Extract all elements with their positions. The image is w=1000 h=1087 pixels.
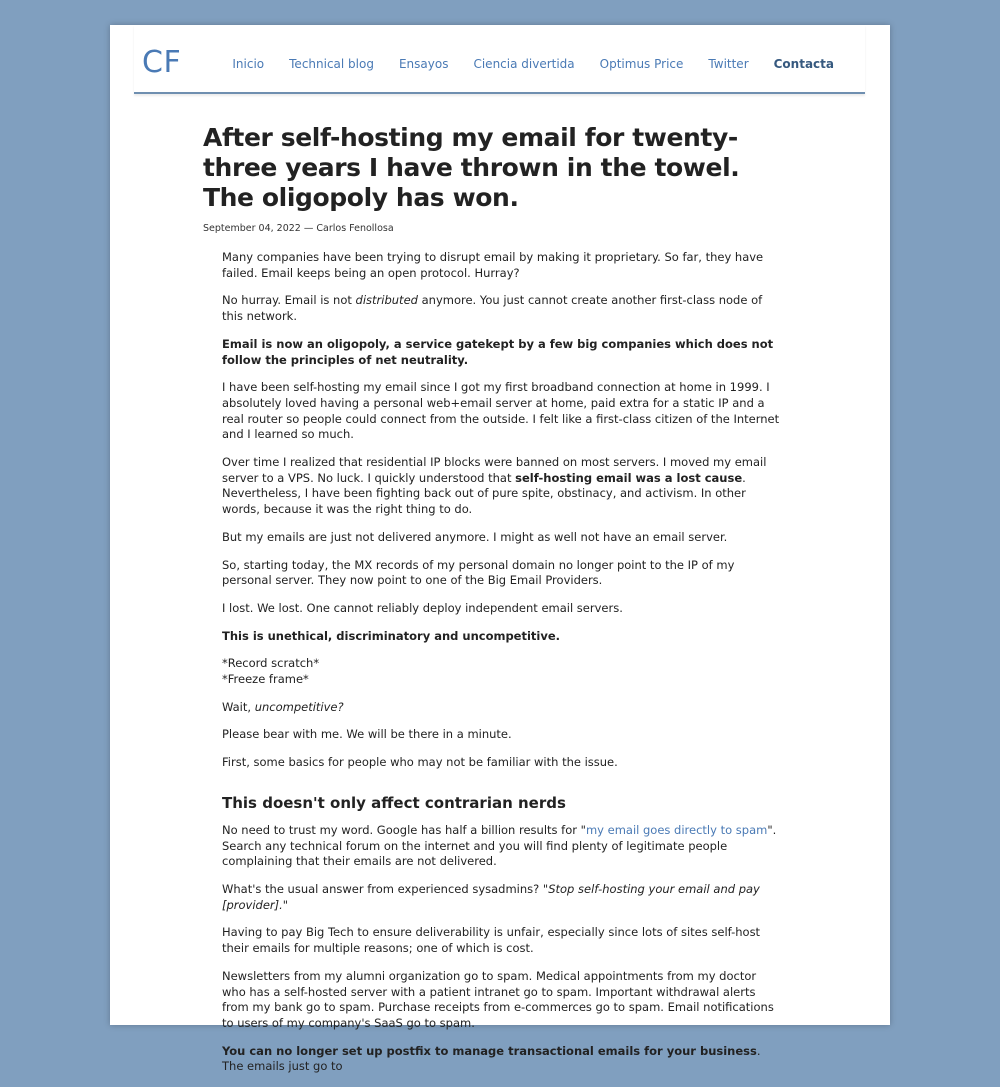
page-card bbox=[110, 25, 890, 1074]
article-date: September 04, 2022 bbox=[203, 223, 301, 234]
paragraph: Newsletters from my alumni organization go to spam. Medical appointments from my doctor who has a self-hosted server with a patient intranet go to spam. Important withdrawal alerts from my bank go to spam. Purchase receipts from e-commerces go to spam. Email notifications to users of my company's SaaS go to spam. bbox=[222, 968, 774, 1030]
text-span: What's the usual answer from experienced sysadmins? bbox=[222, 881, 543, 896]
text-span: No need to trust my word. Google has half a billion results for " bbox=[222, 822, 586, 837]
article-body bbox=[222, 250, 780, 1075]
paragraph: Please bear with me. We will be there in a minute. bbox=[222, 727, 512, 742]
nav-link-ensayos[interactable]: Ensayos bbox=[398, 57, 449, 71]
article-author: Carlos Fenollosa bbox=[316, 223, 394, 234]
bold-statement: Email is now an oligopoly, a service gatekept by a few big companies which does not follow the principles of net neutrality. bbox=[222, 336, 774, 367]
text-span: No hurray. Email is not bbox=[222, 293, 356, 308]
paragraph bbox=[222, 1044, 780, 1075]
site-header bbox=[134, 25, 865, 94]
text-line: *Record scratch* bbox=[222, 656, 320, 671]
text-span: . Nevertheless, I have been fighting back out of pure spite, obstinacy, and activism. In other words, because it was the right thing to do. bbox=[222, 470, 746, 517]
emphasis-text: distributed bbox=[355, 293, 418, 308]
paragraph bbox=[222, 455, 780, 518]
paragraph bbox=[222, 882, 780, 913]
paragraph bbox=[222, 823, 780, 870]
paragraph: Having to pay Big Tech to ensure deliverability is unfair, especially since lots of sites self-host their emails for multiple reasons; one of which is cost. bbox=[222, 925, 761, 956]
text-span: . The emails just go to bbox=[222, 1043, 761, 1074]
paragraph: I have been self-hosting my email since I got my first broadband connection at home in 1999. I absolutely loved having a personal web+email server at home, paid extra for a static IP and a real router so people could connect from the outside. I felt like a first-class citizen of the Internet and I learned so much. bbox=[222, 380, 780, 442]
paragraph: Many companies have been trying to disrupt email by making it proprietary. So far, they have failed. Email keeps being an open protocol. Hurray? bbox=[222, 250, 764, 280]
site-logo[interactable]: CF bbox=[142, 45, 182, 80]
text-span: Over time I realized that residential IP blocks were banned on most servers. I moved my email server to a VPS. No luck. I quickly understood that bbox=[222, 455, 767, 485]
nav-link-optimus-price[interactable]: Optimus Price bbox=[599, 57, 684, 71]
nav-link-twitter[interactable]: Twitter bbox=[708, 57, 749, 71]
text-line: *Freeze frame* bbox=[222, 672, 309, 687]
article-meta bbox=[203, 223, 783, 234]
text-span: Wait, bbox=[222, 699, 255, 714]
text-span: anymore. You just cannot create another first-class node of this network. bbox=[222, 293, 763, 324]
section-heading: This doesn't only affect contrarian nerds bbox=[222, 793, 566, 812]
paragraph bbox=[222, 656, 780, 687]
paragraph: First, some basics for people who may not be familiar with the issue. bbox=[222, 755, 618, 770]
bold-statement: This is unethical, discriminatory and uncompetitive. bbox=[222, 628, 561, 643]
paragraph bbox=[222, 629, 780, 645]
emphasis-text: "Stop self-hosting your email and pay [provider]." bbox=[222, 881, 760, 912]
meta-separator: — bbox=[300, 223, 317, 234]
article bbox=[203, 123, 783, 1087]
spam-search-link[interactable]: my email goes directly to spam bbox=[585, 822, 768, 837]
nav-link-inicio[interactable]: Inicio bbox=[232, 57, 265, 71]
nav-link-contacta[interactable]: Contacta bbox=[773, 57, 834, 71]
bold-text: self-hosting email was a lost cause bbox=[515, 470, 743, 485]
article-title: After self-hosting my email for twenty-three years I have thrown in the towel. The oligopoly has won. bbox=[203, 123, 740, 212]
paragraph: I lost. We lost. One cannot reliably deploy independent email servers. bbox=[222, 600, 623, 615]
paragraph: So, starting today, the MX records of my personal domain no longer point to the IP of my personal server. They now point to one of the Big Email Providers. bbox=[222, 557, 735, 588]
paragraph bbox=[222, 337, 780, 368]
nav-link-technical-blog[interactable]: Technical blog bbox=[289, 57, 374, 71]
emphasis-text: uncompetitive? bbox=[254, 699, 344, 714]
text-span: ". Search any technical forum on the internet and you will find plenty of legitimate people complaining that their emails are not delivered. bbox=[222, 822, 777, 869]
bold-text: You can no longer set up postfix to manage transactional emails for your business bbox=[222, 1043, 757, 1058]
paragraph: But my emails are just not delivered anymore. I might as well not have an email server. bbox=[222, 529, 728, 544]
nav-link-ciencia-divertida[interactable]: Ciencia divertida bbox=[473, 57, 575, 71]
paragraph bbox=[222, 293, 780, 324]
paragraph bbox=[222, 700, 780, 716]
main-nav bbox=[232, 56, 834, 72]
